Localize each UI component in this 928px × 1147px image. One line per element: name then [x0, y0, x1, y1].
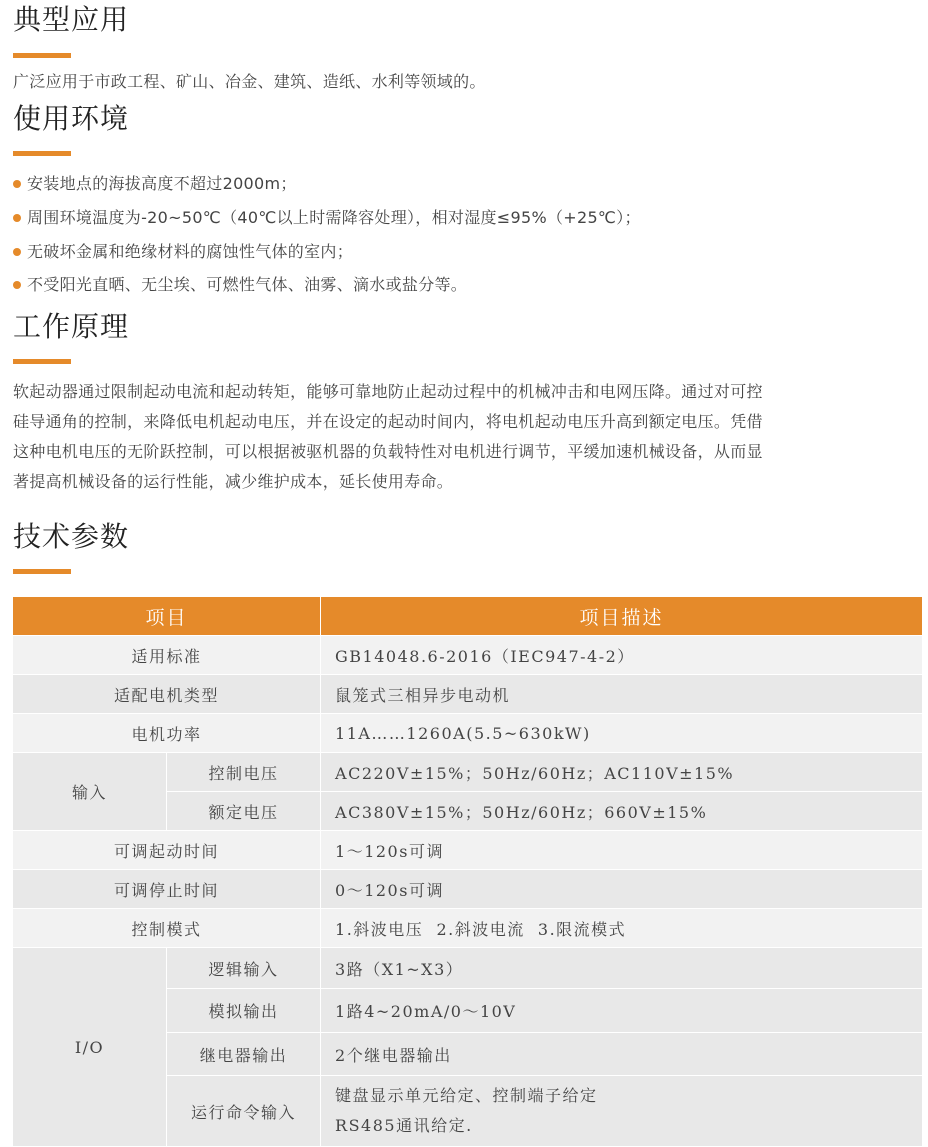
table-row [13, 948, 923, 989]
row-sublabel: 控制电压 [167, 753, 321, 792]
table-row [13, 636, 923, 675]
environment-item: 周围环境温度为-20~50℃（40℃以上时需降容处理），相对湿度≤95%（+25℃）； [13, 206, 641, 230]
principle-line: 硅导通角的控制，来降低电机起动电压，并在设定的起动时间内，将电机起动电压升高到额定电压。凭借 [13, 412, 763, 431]
section-underline [13, 569, 71, 574]
table-row [13, 909, 923, 948]
row-value [321, 1076, 923, 1147]
section-title-params: 技术参数 [13, 520, 130, 553]
bullet-dot-icon [13, 281, 21, 289]
table-row [13, 870, 923, 909]
section-title-principle: 工作原理 [13, 310, 130, 343]
row-value: 3路（X1~X3） [321, 948, 923, 989]
table-row [13, 753, 923, 792]
group-label-io: I/O [13, 948, 167, 1147]
row-value: AC380V±15%；50Hz/60Hz；660V±15% [321, 792, 923, 831]
typical-application-text: 广泛应用于市政工程、矿山、冶金、建筑、造纸、水利等领域的。 [13, 72, 486, 91]
principle-line: 这种电机电压的无阶跃控制，可以根据被驱机器的负载特性对电机进行调节，平缓加速机械设备，从而显 [13, 442, 763, 461]
row-value: 1.斜波电压 2.斜波电流 3.限流模式 [321, 909, 923, 948]
row-value: AC220V±15%；50Hz/60Hz；AC110V±15% [321, 753, 923, 792]
group-label-input: 输入 [13, 753, 167, 831]
section-title-typical: 典型应用 [13, 3, 130, 36]
row-value: 1路4~20mA/0～10V [321, 989, 923, 1033]
header-item: 项目 [13, 597, 321, 636]
row-label: 可调停止时间 [13, 870, 321, 909]
section-title-environment: 使用环境 [13, 102, 130, 135]
environment-item: 安装地点的海拔高度不超过2000m； [13, 172, 297, 196]
row-value-line: 键盘显示单元给定、控制端子给定 [335, 1086, 598, 1105]
row-label: 可调起动时间 [13, 831, 321, 870]
row-value: 11A……1260A(5.5~630kW) [321, 714, 923, 753]
row-sublabel: 运行命令输入 [167, 1076, 321, 1147]
table-row [13, 675, 923, 714]
row-value: 2个继电器输出 [321, 1033, 923, 1076]
row-sublabel: 额定电压 [167, 792, 321, 831]
row-label: 适用标准 [13, 636, 321, 675]
row-value: 0～120s可调 [321, 870, 923, 909]
environment-item: 不受阳光直晒、无尘埃、可燃性气体、油雾、滴水或盐分等。 [13, 273, 467, 297]
spec-table [12, 596, 923, 1147]
row-sublabel: 逻辑输入 [167, 948, 321, 989]
principle-paragraph [13, 377, 893, 497]
section-underline [13, 151, 71, 156]
principle-line: 著提高机械设备的运行性能，减少维护成本，延长使用寿命。 [13, 472, 454, 491]
table-row [13, 714, 923, 753]
bullet-dot-icon [13, 180, 21, 188]
row-sublabel: 继电器输出 [167, 1033, 321, 1076]
header-description: 项目描述 [321, 597, 923, 636]
row-value: 1～120s可调 [321, 831, 923, 870]
section-underline [13, 359, 71, 364]
row-value-line: RS485通讯给定. [335, 1116, 473, 1135]
section-underline [13, 53, 71, 58]
table-row [13, 831, 923, 870]
row-label: 控制模式 [13, 909, 321, 948]
row-value: 鼠笼式三相异步电动机 [321, 675, 923, 714]
row-value: GB14048.6-2016（IEC947-4-2） [321, 636, 923, 675]
bullet-dot-icon [13, 214, 21, 222]
row-label: 电机功率 [13, 714, 321, 753]
row-label: 适配电机类型 [13, 675, 321, 714]
principle-line: 软起动器通过限制起动电流和起动转矩，能够可靠地防止起动过程中的机械冲击和电网压降。通过对可控 [13, 382, 763, 401]
environment-item: 无破坏金属和绝缘材料的腐蚀性气体的室内； [13, 240, 353, 264]
bullet-dot-icon [13, 248, 21, 256]
row-sublabel: 模拟输出 [167, 989, 321, 1033]
table-header-row [13, 597, 923, 636]
